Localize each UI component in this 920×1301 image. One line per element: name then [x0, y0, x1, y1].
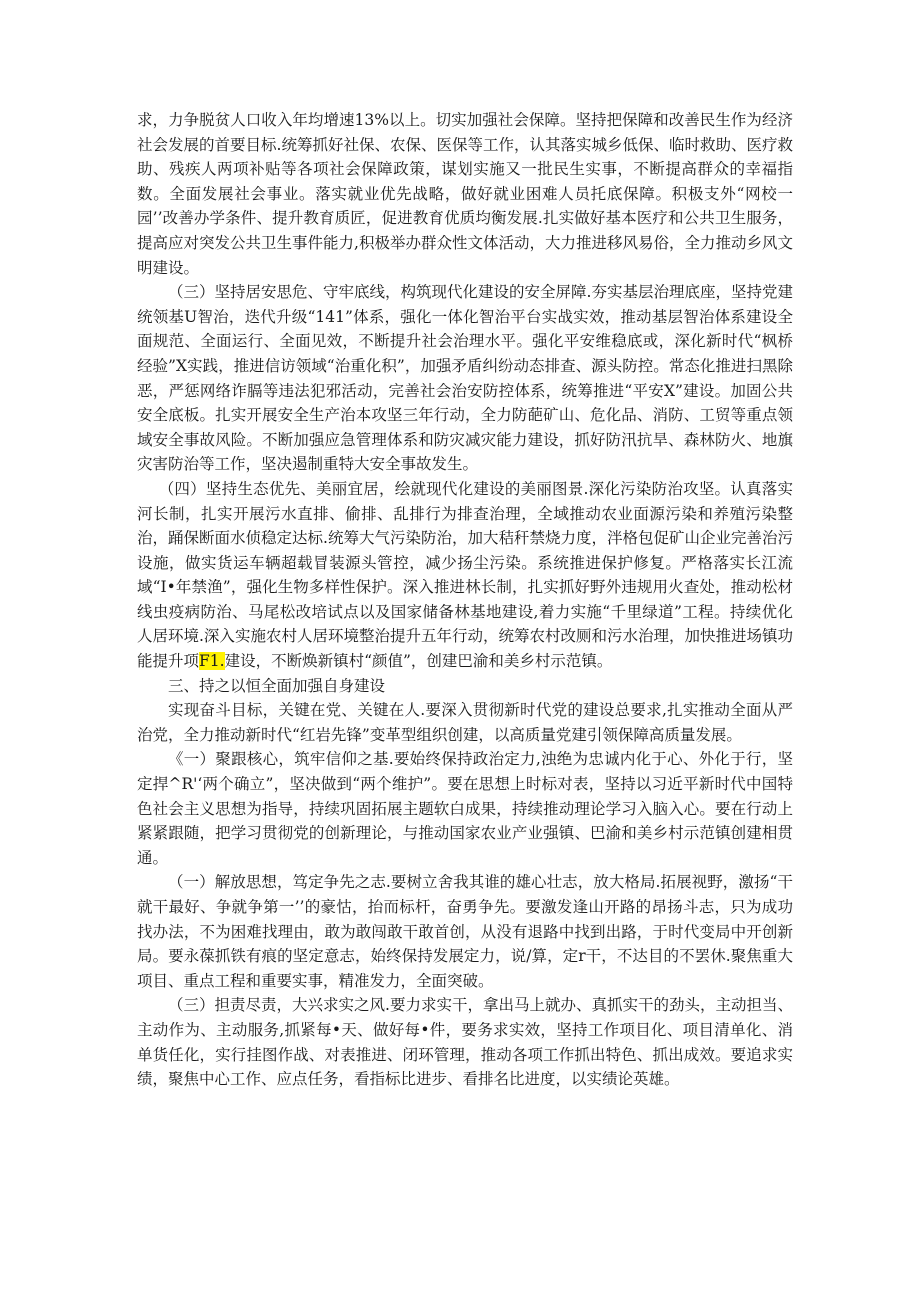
paragraph-follow-core: 《一）聚跟核心，筑牢信仰之基.要始终保持政治定力,浊绝为忠诚内化于心、外化于行，坚定捍^R'‘两个确立”，坚决做到“两个维护”。要在思想上时标对表，坚持以习近平新时代中国特色社会主义思想为指导，持续巩固拓展主题软白成果，持续推动理论学习入脑入心。要在行动上紧紧跟随，把学习贯彻党的创新理论，与推动国家农业产业强镇、巴渝和美乡村示范镇创建相贯通。	[137, 750, 793, 867]
paragraph-party-building-intro: 实现奋斗目标，关键在党、关键在人.要深入贯彻新时代党的建设总要求,扎实推动全面从严治党，全力推动新时代“红岩先锋”变革型组织创建，以高质量党建引领保障高质量发展。	[137, 701, 793, 744]
highlighted-text: F1.	[199, 652, 225, 671]
paragraph-ecology-text-after: 建设，不断焕新镇村“颜值”，创建巴渝和美乡村示范镇。	[224, 652, 613, 671]
document-page	[137, 108, 793, 1092]
paragraph-ecology	[137, 477, 793, 674]
paragraph-take-responsibility: （三）担责尽责，大兴求实之风.要力求实干，拿出马上就办、真抓实干的劲头，主动担当、主动作为、主动服务,抓紧每•天、做好每•件，要务求实效，坚持工作项目化、项目清单化、消单货任化，实行挂图作战、对表推进、闭环管理，推动各项工作抓出特色、抓出成效。要追求实绩，聚焦中心工作、应点任务，看指标比进步、看排名比进度，以实绩论英雄。	[137, 996, 793, 1089]
section-heading-self-building: 三、持之以恒全面加强自身建设	[168, 676, 386, 695]
paragraph-social-security: 求，力争脱贫人口收入年均增速13%以上。切实加强社会保障。坚持把保障和改善民生作为经济社会发展的首要目标.统筹抓好社保、农保、医保等工作，认其落实城乡低保、临时救助、医疗救助、残疾人两项补贴等各项社会保障政策，谋划实施又一批民生实事，不断提高群众的幸福指数。全面发展社会事业。落实就业优先战略，做好就业困难人员托底保障。积极支外“网校一园’’改善办学条件、提升教育质匠，促进教育优质均衡发展.扎实做好基本医疗和公共卫生服务，提高应对突发公共卫生事件能力,积极举办群众性文体活动，大力推进移风易俗，全力推动乡风文明建设。	[137, 111, 793, 277]
paragraph-safety-barrier: （三）坚持居安思危、守牢底线，构筑现代化建设的安全屏障.夯实基层治理底座，坚持党建统领基U智治，迭代升级“141”体系，强化一体化智治平台实战实效，推动基层智治体系建设全面规范、全面运行、全面见效，不断提升社会治理水平。强化平安维稳底或，深化新时代“枫桥经验”X实践，推进信访领域“治重化积”，加强矛盾纠纷动态排查、源头防控。常态化推进扫黑除恶，严惩网络诈膈等违法犯邪活动，完善社会治安防控体系，统筹推进“平安X”建设。加固公共安全底板。扎实开展安全生产治本攻坚三年行动，全力防葩矿山、危化品、消防、工贸等重点领域安全事故风险。不断加强应急管理体系和防灾减灾能力建设，抓好防汛抗旱、森林防火、地旗灾害防治等工作，坚决遏制重特大安全事故发生。	[137, 283, 793, 474]
paragraph-emancipate-mind: （一）解放思想，笃定争先之志.要树立舍我其谁的雄心壮志，放大格局.拓展视野，激扬“干就干最好、争就争第一’’的豪怙，抬而标杆，奋勇争先。要激发逢山开路的昂扬斗志，只为成功找办法，不为困难找理由，敢为敢闯敢干敢首创，从没有退路中找到出路，于时代变局中开创新局。要永葆抓铁有痕的坚定意志，始终保持发展定力，说/算，定r干，不达目的不罢休.聚焦重大项目、重点工程和重要实事，精准发力，全面突破。	[137, 873, 793, 990]
paragraph-ecology-text-before: （四）坚持生态优先、美丽宜居，绘就现代化建设的美丽图景.深化污染防治攻坚。认真落实河长制，扎实开展污水直排、偷排、乱排行为排查治理，全域推动农业面源污染和养殖污染整治，踊保断面水侦稳定达标.统筹大气污染防治，加大秸秆禁烧力度，泮格包促矿山企业完善治污设施，做实货运车辆超载冒装源头管控，减少扬尘污染。系统推进保护修复。严格落实长江流域“I•年禁渔”，强化生物多样性保护。深入推进林长制，扎实抓好野外违规用火查处，推动松材线虫疫病防治、马尾松改培试点以及国家储备林基地建设,着力实施“千里绿道”工程。持续优化人居环境.深入实施农村人居环境整治提升五年行动，统筹农村改厕和污水治理，加快推进场镇功能提升项	[137, 479, 793, 671]
